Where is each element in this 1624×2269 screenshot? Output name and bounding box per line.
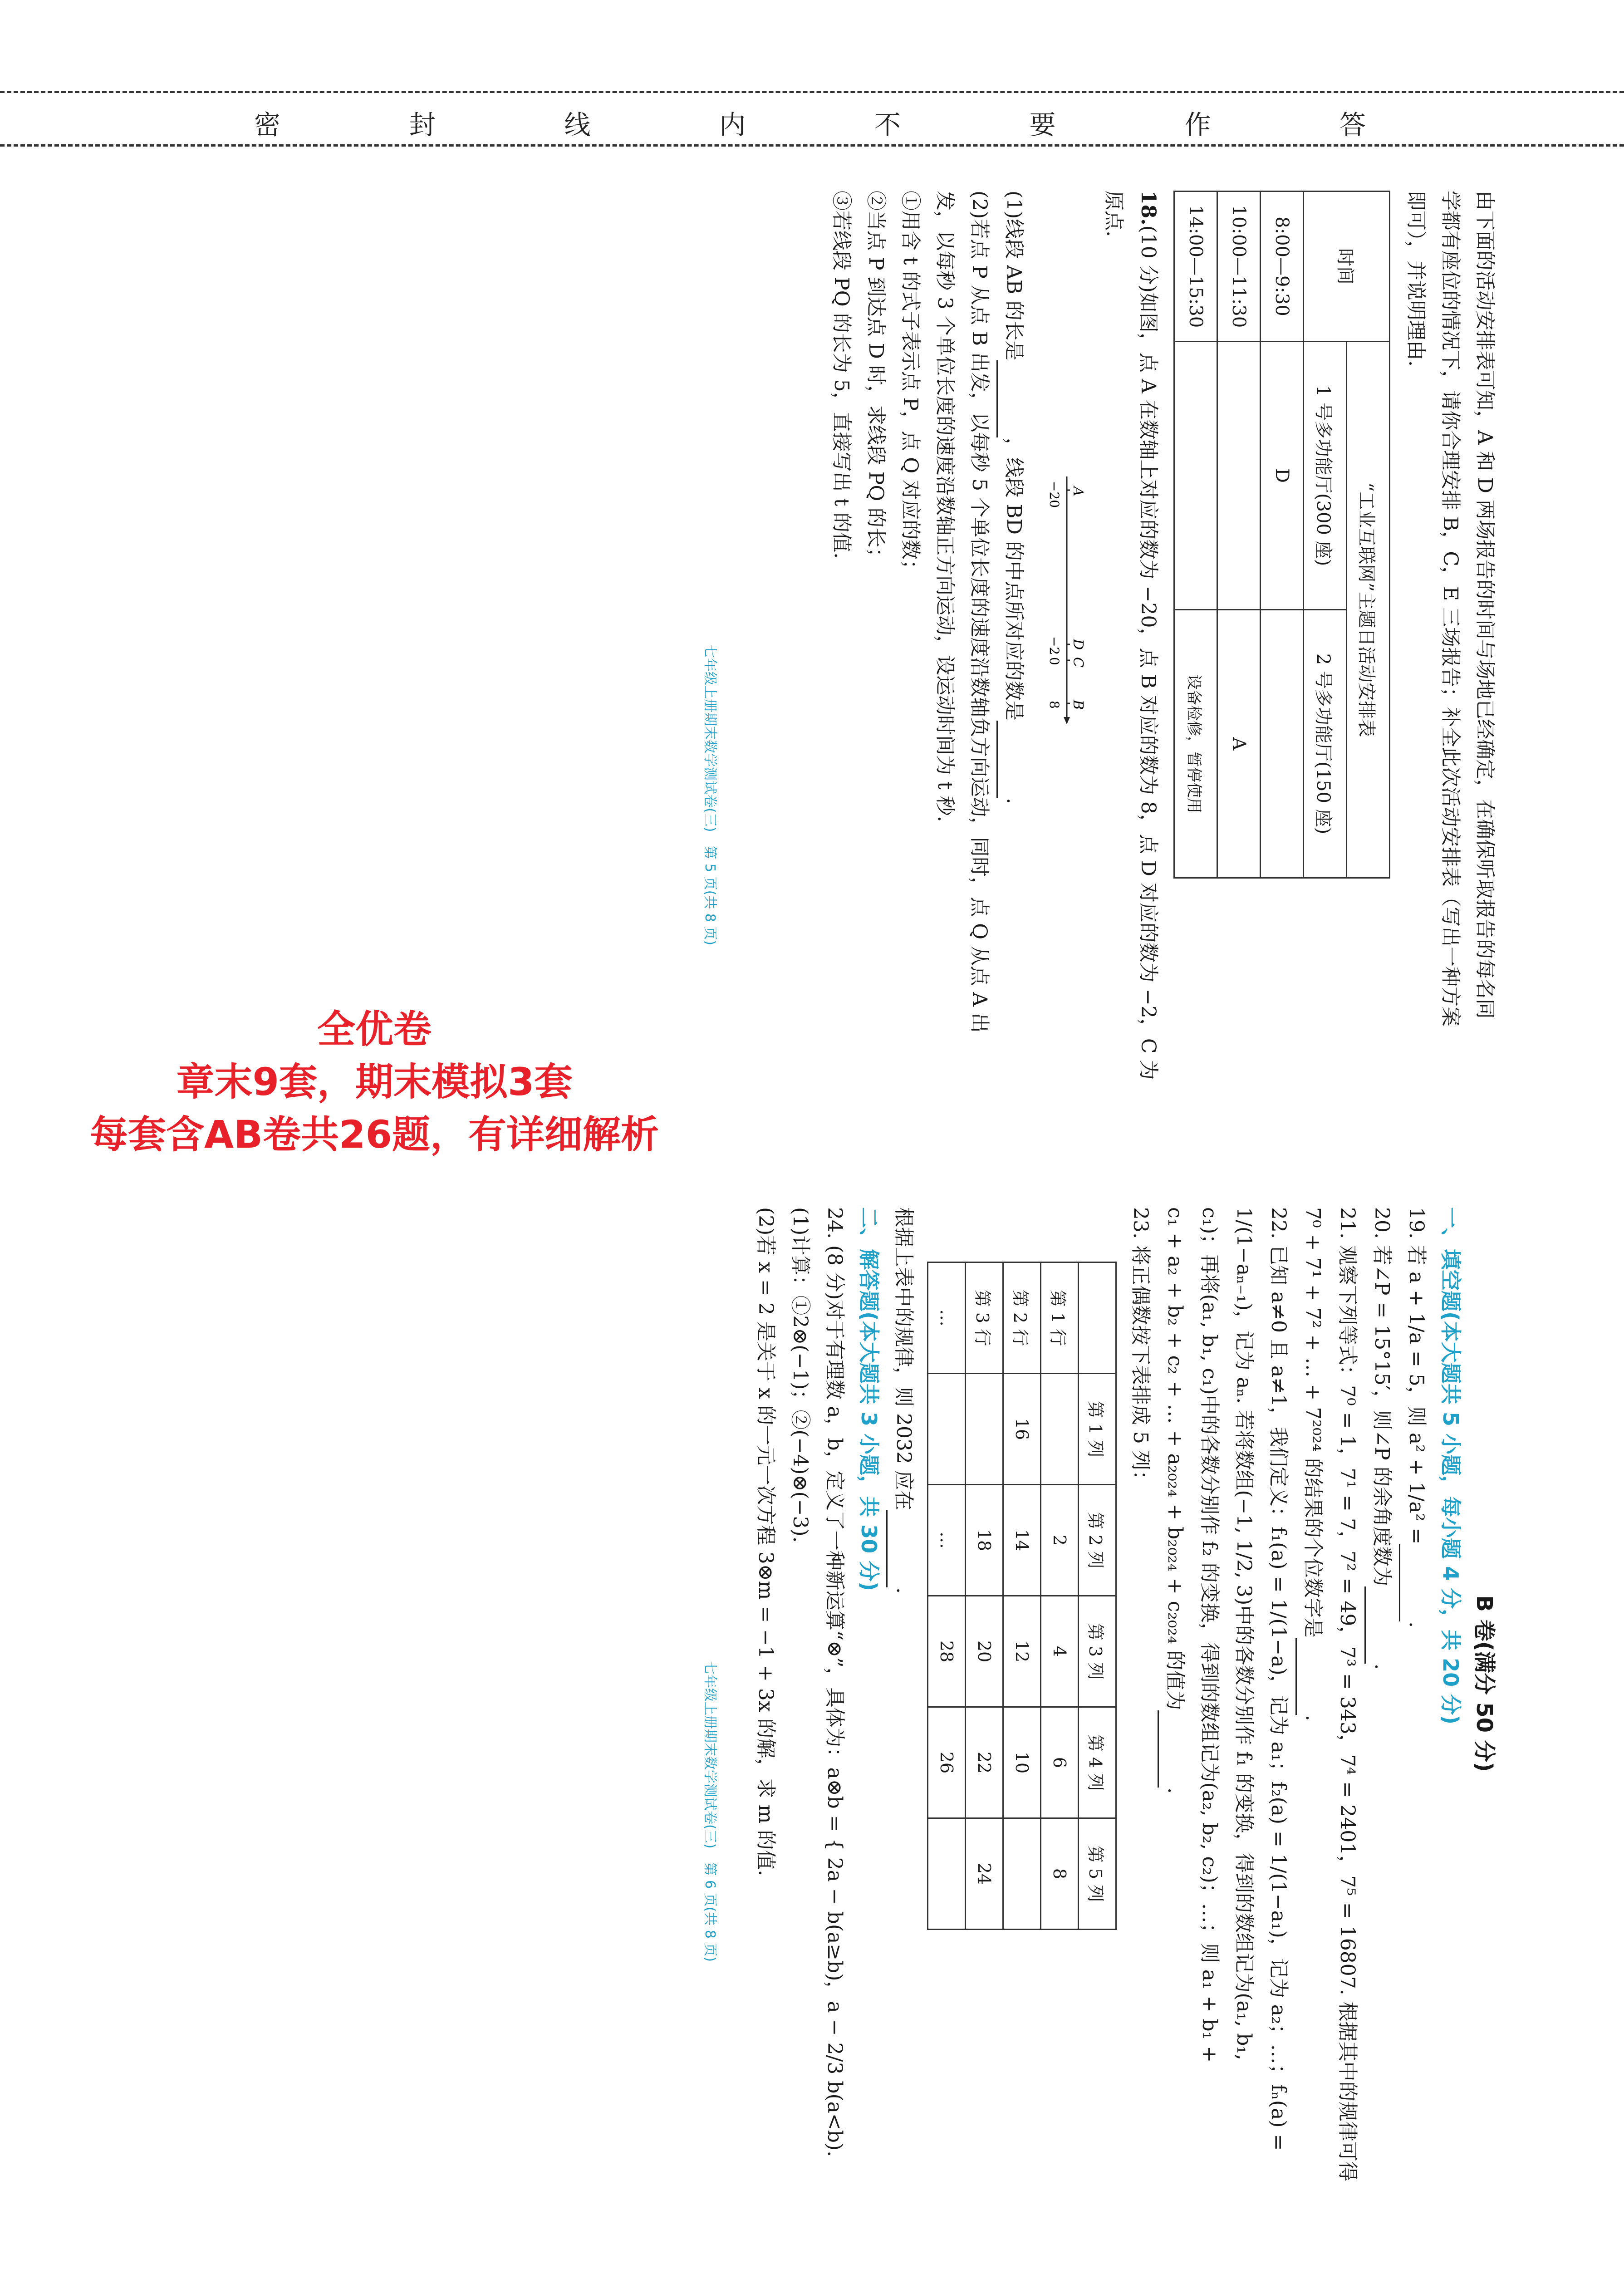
- schedule-cell-time: 8:00—9:30: [1261, 192, 1304, 342]
- seal-char: 要: [1029, 109, 1056, 140]
- page-6: [685, 1207, 1502, 2181]
- section-heading: 一、填空题(本大题共 5 小题，每小题 4 分，共 20 分): [1438, 1207, 1463, 1725]
- grid-cell: [928, 1818, 966, 1930]
- grid-cell: 2: [1041, 1485, 1079, 1596]
- grid-cell: [928, 1374, 966, 1485]
- question-24-part-2: (2)若 x = 2 是关于 x 的一元一次方程 3⊗m = −1 + 3x 的解，求 m 的值.: [754, 1207, 777, 1876]
- answer-blank[interactable]: [996, 721, 1016, 798]
- grid-cell: 24: [966, 1818, 1003, 1930]
- grid-header-cell: 第 4 列: [1079, 1707, 1116, 1818]
- grid-row-label: 第 2 行: [1003, 1262, 1041, 1374]
- promo-line: 章末9套，期末模拟3套: [176, 1060, 573, 1104]
- question-text: ①用含 t 的式子表示点 P，点 Q 对应的数；: [899, 191, 922, 580]
- label-b: B: [1070, 700, 1086, 710]
- grid-cell: 10: [1003, 1707, 1041, 1818]
- schedule-table: [1173, 191, 1390, 879]
- even-number-table: [927, 1262, 1117, 1930]
- answer-blank[interactable]: [886, 1510, 906, 1587]
- label-a: A: [1070, 486, 1086, 496]
- question-21: 21. 观察下列等式：7⁰ = 1，7¹ = 7，7² = 49，7³ = 343，7⁴ = 2401，7⁵ = 16807. 根据其中的规律可得: [1336, 1207, 1359, 2181]
- grid-header-cell: 第 2 列: [1079, 1485, 1116, 1596]
- grid-cell: [966, 1374, 1003, 1485]
- number-line: [1035, 472, 1092, 1144]
- question-24: 24. (8 分)对于有理数 a，b，定义了一种新运算“⊗”，具体为：a⊗b = { 2a − b(a≥b)，a − 2/3 b(a<b).: [823, 1207, 846, 2157]
- number-line-figure: [1037, 472, 1092, 726]
- grid-cell: 12: [1003, 1596, 1041, 1707]
- seal-char: 密: [254, 109, 281, 140]
- question-22-cont: c₁)；再将(a₁, b₁, c₁)中的各数分别作 f₂ 的变换，得到的数组记为(a₂, b₂, c₂)；…；则 a₁ + b₁ +: [1198, 1207, 1221, 2063]
- schedule-cell: [1174, 342, 1217, 610]
- answer-blank[interactable]: [996, 360, 1016, 437]
- grid-cell: 4: [1041, 1596, 1079, 1707]
- seal-char: 线: [564, 109, 591, 140]
- grid-cell: 6: [1041, 1707, 1079, 1818]
- grid-row-label: 第 1 行: [1041, 1262, 1079, 1374]
- question-24-part-1: (1)计算：①2⊗(−1)；②(−4)⊗(−3).: [789, 1207, 812, 1543]
- schedule-header-hall2: 2 号多功能厅(150 座): [1304, 610, 1347, 878]
- intro-line: 由下面的活动安排表可知，A 和 D 两场报告的时间与场地已经确定，在确保听取报告的每名同: [1473, 191, 1496, 1019]
- intro-line: 即可），并说明理由.: [1404, 191, 1428, 367]
- grid-header-cell: 第 3 列: [1079, 1596, 1116, 1707]
- page-footer: 七年级上册期末数学测试卷(三) 第 6 页(共 8 页): [702, 1661, 718, 1962]
- grid-cell: 26: [928, 1707, 966, 1818]
- intro-line: 学都有座位的情况下，请你合理安排 B，C，E 三场报告；补全此次活动安排表（写出一种方案: [1439, 191, 1462, 1027]
- seal-line-top: [0, 91, 1624, 93]
- question-text: 7⁰ + 7¹ + 7² + … + 7²⁰²⁴ 的结果的个位数字是: [1301, 1207, 1325, 1638]
- question-20: 20. 若∠P = 15°15′，则∠P 的余角度数为.: [1364, 1207, 1399, 2160]
- question-text: (1)线段 AB 的长是: [1002, 191, 1025, 361]
- question-18: [1131, 191, 1165, 1144]
- section-heading: 二、解答题(本大题共 3 小题，共 30 分): [857, 1207, 881, 1591]
- page-footer: 七年级上册期末数学测试卷(三) 第 5 页(共 8 页): [702, 644, 718, 946]
- answer-blank[interactable]: [1158, 1710, 1177, 1788]
- question-text: c₁ + a₂ + b₂ + c₂ + … + a₂₀₂₄ + b₂₀₂₄ + c₂₀₂₄ 的值为: [1163, 1207, 1187, 1710]
- question-text: 20. 若∠P = 15°15′，则∠P 的余角度数为: [1370, 1207, 1393, 1586]
- schedule-cell-time: 14:00—15:30: [1174, 192, 1217, 342]
- question-21-cont: 7⁰ + 7¹ + 7² + … + 7²⁰²⁴ 的结果的个位数字是.: [1295, 1207, 1330, 2160]
- value-c: 0: [1047, 657, 1062, 665]
- seal-line-text: [254, 103, 1366, 142]
- seal-line-bottom: [0, 144, 1624, 147]
- grid-cell: 28: [928, 1596, 966, 1707]
- grid-cell: 14: [1003, 1485, 1041, 1596]
- grid-row-label: …: [928, 1262, 966, 1374]
- answer-blank[interactable]: [1399, 1544, 1418, 1621]
- promo-banner: [0, 1003, 749, 1161]
- question-text: 发，以每秒 3 个单位长度的速度沿数轴正方向运动，设运动时间为 t 秒.: [933, 191, 957, 822]
- question-number: 18.: [1137, 191, 1160, 226]
- seal-char: 封: [409, 109, 436, 140]
- schedule-cell-time: 10:00—11:30: [1217, 192, 1261, 342]
- schedule-cell: 设备检修，暂停使用: [1174, 610, 1217, 878]
- seal-char: 内: [719, 109, 746, 140]
- question-22-cont: c₁ + a₂ + b₂ + c₂ + … + a₂₀₂₄ + b₂₀₂₄ + c₂₀₂₄ 的值为.: [1158, 1207, 1192, 2160]
- answer-blank[interactable]: [1295, 1638, 1315, 1715]
- question-text: ③若线段 PQ 的长为 5，直接写出 t 的值.: [830, 191, 853, 559]
- number-line-arrow: [1064, 717, 1070, 724]
- seal-char: 作: [1184, 109, 1211, 140]
- grid-cell: 20: [966, 1596, 1003, 1707]
- grid-cell: 18: [966, 1485, 1003, 1596]
- answer-blank[interactable]: [1364, 1586, 1384, 1664]
- page-5: [685, 191, 1502, 1144]
- volume-title: B 卷(满分 50 分): [1472, 1595, 1497, 1772]
- schedule-cell: D: [1261, 342, 1304, 610]
- grid-cell: [1003, 1818, 1041, 1930]
- promo-line: 每套含AB卷共26题，有详细解析: [90, 1112, 659, 1157]
- question-text: ②当点 P 到达点 D 时，求线段 PQ 的长；: [864, 191, 888, 568]
- grid-cell: 8: [1041, 1818, 1079, 1930]
- grid-cell: [1041, 1374, 1079, 1485]
- seal-char: 答: [1339, 109, 1366, 140]
- grid-cell: 16: [1003, 1374, 1041, 1485]
- schedule-header-hall1: 1 号多功能厅(300 座): [1304, 342, 1347, 610]
- grid-header-cell: 第 1 列: [1079, 1374, 1116, 1485]
- value-d: −2: [1047, 636, 1062, 655]
- question-text: (10 分)如图，点 A 在数轴上对应的数为 −20，点 B 对应的数为 8，点 D 对应的数为 −2，C 为: [1137, 225, 1160, 1080]
- question-text: 根据上表中的规律，则 2032 应在: [892, 1207, 915, 1510]
- grid-row-label: 第 3 行: [966, 1262, 1003, 1374]
- grid-cell: …: [928, 1485, 966, 1596]
- question-19: 19. 若 a + 1/a = 5，则 a² + 1/a² =.: [1399, 1207, 1433, 2160]
- question-23-tail: 根据上表中的规律，则 2032 应在.: [886, 1207, 921, 2160]
- question-22-cont: 1/(1−aₙ₋₁)，记为 aₙ. 若将数组(−1, 1/2, 3)中的各数分别作 f₁ 的变换，得到的数组记为(a₁, b₁,: [1232, 1207, 1256, 2061]
- schedule-header-time: 时间: [1304, 192, 1390, 342]
- question-text: ，线段 BD 的中点所对应的数是: [1002, 437, 1025, 721]
- question-text: (2)若点 P 从点 B 出发，以每秒 5 个单位长度的速度沿数轴负方向运动，同时，点 Q 从点 A 出: [968, 191, 991, 1033]
- promo-line: 全优卷: [317, 1007, 432, 1051]
- value-b: 8: [1047, 701, 1062, 709]
- schedule-cell: [1261, 610, 1304, 878]
- grid-header-cell: [1079, 1262, 1116, 1374]
- question-text: 原点.: [1102, 191, 1125, 237]
- question-23: 23. 将正偶数按下表排成 5 列：: [1129, 1207, 1152, 1490]
- question-text: 19. 若 a + 1/a = 5，则 a² + 1/a² =: [1405, 1207, 1428, 1545]
- schedule-caption: “工业互联网”主题日活动安排表: [1347, 342, 1390, 878]
- schedule-cell: A: [1217, 610, 1261, 878]
- label-c: C: [1070, 657, 1086, 668]
- grid-header-cell: 第 5 列: [1079, 1818, 1116, 1930]
- value-a: −20: [1047, 481, 1062, 508]
- question-22: 22. 已知 a≠0 且 a≠1，我们定义：f₁(a) = 1/(1−a)，记为 a₁；f₂(a) = 1/(1−a₁)，记为 a₂；…；fₙ(a) =: [1267, 1207, 1290, 2151]
- grid-cell: 22: [966, 1707, 1003, 1818]
- label-d: D: [1070, 639, 1086, 650]
- question-18-part-1: (1)线段 AB 的长是，线段 BD 的中点所对应的数是.: [996, 191, 1031, 1144]
- seal-char: 不: [874, 109, 901, 140]
- schedule-cell: [1217, 342, 1261, 610]
